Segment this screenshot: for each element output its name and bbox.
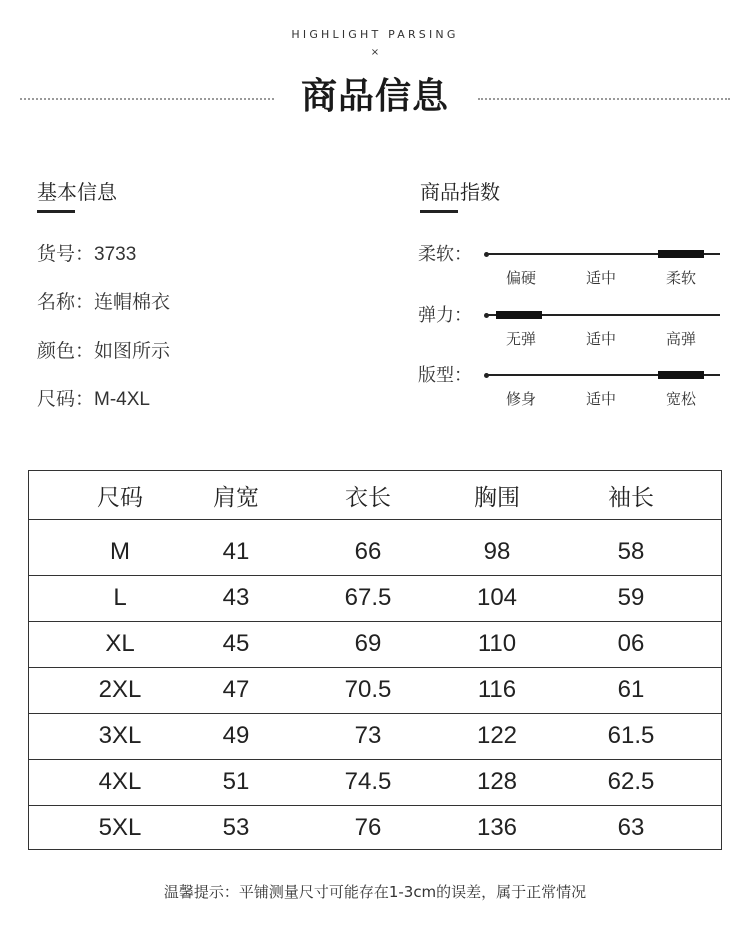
scale-option: 柔软 bbox=[665, 269, 696, 287]
scale-selected-marker bbox=[658, 250, 704, 258]
table-cell: 128 bbox=[476, 768, 518, 795]
size-table bbox=[28, 470, 722, 850]
scale-label: 版型： bbox=[418, 365, 472, 386]
basic-info-title: 基本信息 bbox=[37, 180, 117, 204]
info-label: 货号： bbox=[37, 243, 95, 265]
table-row bbox=[29, 529, 721, 576]
table-cell: 98 bbox=[483, 538, 511, 565]
table-cell: L bbox=[113, 584, 127, 611]
table-cell: 53 bbox=[222, 814, 250, 841]
info-row-color bbox=[37, 336, 170, 363]
table-cell: 43 bbox=[222, 584, 250, 611]
info-label: 尺码： bbox=[37, 388, 95, 410]
basic-info-underline bbox=[37, 210, 75, 213]
page-title: 商品信息 bbox=[300, 76, 449, 117]
scale-option: 偏硬 bbox=[505, 269, 536, 287]
scale-option: 高弹 bbox=[665, 330, 696, 348]
table-cell: 47 bbox=[222, 676, 250, 703]
table-cell: M bbox=[110, 538, 130, 565]
info-value: 连帽棉衣 bbox=[94, 291, 171, 313]
scale-option: 修身 bbox=[505, 390, 536, 408]
table-cell: 45 bbox=[222, 630, 250, 657]
table-cell: 5XL bbox=[98, 814, 142, 841]
cross-mark: × bbox=[370, 47, 380, 58]
table-cell: XL bbox=[105, 630, 135, 657]
highlight-parsing-label: HIGHLIGHT PARSING bbox=[291, 28, 459, 41]
table-row bbox=[29, 805, 721, 851]
table-cell: 62.5 bbox=[607, 768, 655, 795]
table-cell: 3XL bbox=[98, 722, 142, 749]
table-cell: 58 bbox=[617, 538, 645, 565]
table-header-cell: 袖长 bbox=[608, 484, 654, 511]
table-cell: 67.5 bbox=[344, 584, 392, 611]
dotted-divider-right bbox=[478, 98, 730, 100]
table-cell: 51 bbox=[222, 768, 250, 795]
scale-label: 柔软： bbox=[418, 244, 472, 265]
product-index-underline bbox=[420, 210, 458, 213]
table-cell: 63 bbox=[617, 814, 645, 841]
table-cell: 122 bbox=[476, 722, 518, 749]
scale-option: 适中 bbox=[585, 390, 616, 408]
info-label: 颜色： bbox=[37, 340, 95, 362]
scale-label: 弹力： bbox=[418, 305, 472, 326]
table-cell: 73 bbox=[354, 722, 382, 749]
table-row bbox=[29, 713, 721, 760]
scale-selected-marker bbox=[658, 371, 704, 379]
scale-option: 无弹 bbox=[505, 330, 536, 348]
info-row-size bbox=[37, 384, 150, 411]
table-row bbox=[29, 759, 721, 806]
table-header-cell: 衣长 bbox=[345, 484, 391, 511]
table-cell: 70.5 bbox=[344, 676, 392, 703]
table-row bbox=[29, 667, 721, 714]
table-cell: 61.5 bbox=[607, 722, 655, 749]
table-header-cell: 肩宽 bbox=[213, 484, 259, 511]
table-cell: 66 bbox=[354, 538, 382, 565]
scale-option: 适中 bbox=[585, 269, 616, 287]
table-cell: 4XL bbox=[98, 768, 142, 795]
scale-selected-marker bbox=[496, 311, 542, 319]
table-header-cell: 尺码 bbox=[97, 484, 143, 511]
info-value: M-4XL bbox=[94, 389, 150, 410]
table-cell: 76 bbox=[354, 814, 382, 841]
table-cell: 136 bbox=[476, 814, 518, 841]
table-cell: 41 bbox=[222, 538, 250, 565]
table-cell: 110 bbox=[477, 630, 517, 657]
table-header-cell: 胸围 bbox=[474, 484, 520, 511]
scale-option: 宽松 bbox=[665, 390, 696, 408]
table-cell: 61 bbox=[617, 676, 645, 703]
table-header-row bbox=[29, 471, 721, 520]
table-cell: 74.5 bbox=[344, 768, 392, 795]
info-row-item-number bbox=[37, 239, 136, 266]
table-cell: 69 bbox=[354, 630, 382, 657]
measurement-tip: 温馨提示：平铺测量尺寸可能存在1-3cm的误差，属于正常情况 bbox=[163, 883, 587, 901]
info-row-name bbox=[37, 287, 170, 314]
table-cell: 104 bbox=[476, 584, 518, 611]
scale-option: 适中 bbox=[585, 330, 616, 348]
table-row bbox=[29, 621, 721, 668]
table-cell: 116 bbox=[477, 676, 517, 703]
table-cell: 59 bbox=[617, 584, 645, 611]
table-cell: 49 bbox=[222, 722, 250, 749]
product-index-title: 商品指数 bbox=[420, 180, 500, 204]
table-row bbox=[29, 575, 721, 622]
table-cell: 2XL bbox=[98, 676, 142, 703]
table-cell: 06 bbox=[617, 630, 645, 657]
info-value: 3733 bbox=[94, 244, 137, 265]
info-label: 名称： bbox=[37, 291, 95, 313]
info-value: 如图所示 bbox=[94, 340, 171, 362]
